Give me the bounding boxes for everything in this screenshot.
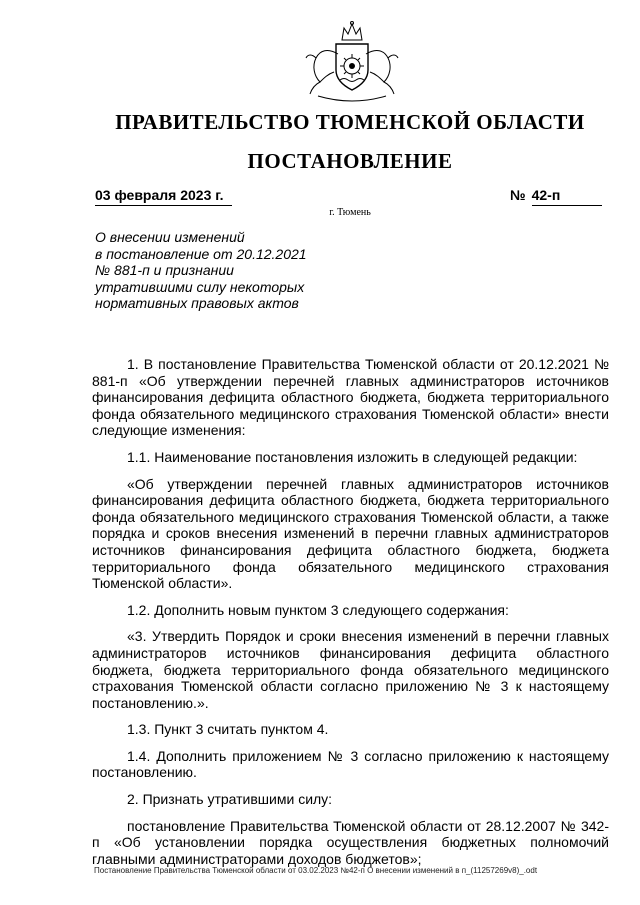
- subject-line: О внесении изменений: [95, 229, 245, 245]
- body-paragraph: постановление Правительства Тюменской области от 28.12.2007 № 342-п «Об установлении порядка осуществления бюджетных полномочий главными администраторами доходов бюджетов»;: [92, 817, 609, 867]
- document-date: 03 февраля 2023 г.: [95, 186, 232, 206]
- government-title: ПРАВИТЕЛЬСТВО ТЮМЕНСКОЙ ОБЛАСТИ: [115, 110, 585, 134]
- body-paragraph: 1.2. Дополнить новым пунктом 3 следующего содержания:: [127, 601, 509, 618]
- number-value: 42-п: [532, 186, 602, 206]
- document-body: [92, 356, 609, 873]
- subject-line: № 881-п и признании: [95, 262, 234, 279]
- body-paragraph: «3. Утвердить Порядок и сроки внесения изменений в перечни главных администраторов источников финансирования дефицита областного бюджета, бюджета территориального фонда обязательного медицинского страхования Тюменской области согласно приложению № 3 к настоящему постановлению.».: [92, 628, 609, 711]
- document-subject: [95, 229, 325, 312]
- tyumen-region-coat-of-arms-icon: [298, 18, 406, 102]
- body-paragraph: 1.3. Пункт 3 считать пунктом 4.: [127, 721, 329, 738]
- document-number: [510, 186, 602, 206]
- body-paragraph: 1. В постановление Правительства Тюменской области от 20.12.2021 № 881-п «Об утверждении перечней главных администраторов источников финансирования дефицита областного бюджета, бюджета территориального фонда обязательного медицинского страхования Тюменской области» внести следующие изменения:: [92, 356, 609, 439]
- body-paragraph: 2. Признать утратившими силу:: [127, 791, 333, 808]
- footer-filename: Постановление Правительства Тюменской области от 03.02.2023 №42-п О внесении изменений в п_(11257269v8)_.odt: [94, 866, 538, 875]
- document-type-title: ПОСТАНОВЛЕНИЕ: [247, 149, 453, 173]
- subject-line: в постановление от 20.12.2021: [95, 245, 307, 262]
- subject-line: утратившими силу некоторых: [95, 278, 305, 295]
- number-sign: №: [510, 187, 526, 203]
- body-paragraph: 1.4. Дополнить приложением № 3 согласно приложению к настоящему постановлению.: [92, 747, 609, 781]
- subject-line: нормативных правовых актов: [95, 295, 299, 312]
- body-paragraph: «Об утверждении перечней главных администраторов источников финансирования дефицита областного бюджета, бюджета территориального фонда обязательного медицинского страхования Тюменской области, а также порядка и сроков внесения изменений в перечни главных администраторов источников финансирования дефицита областного бюджета, бюджета территориального фонда обязательного медицинского страхования Тюменской области».: [92, 475, 609, 592]
- body-paragraph: 1.1. Наименование постановления изложить в следующей редакции:: [127, 448, 578, 465]
- city: г. Тюмень: [329, 207, 371, 218]
